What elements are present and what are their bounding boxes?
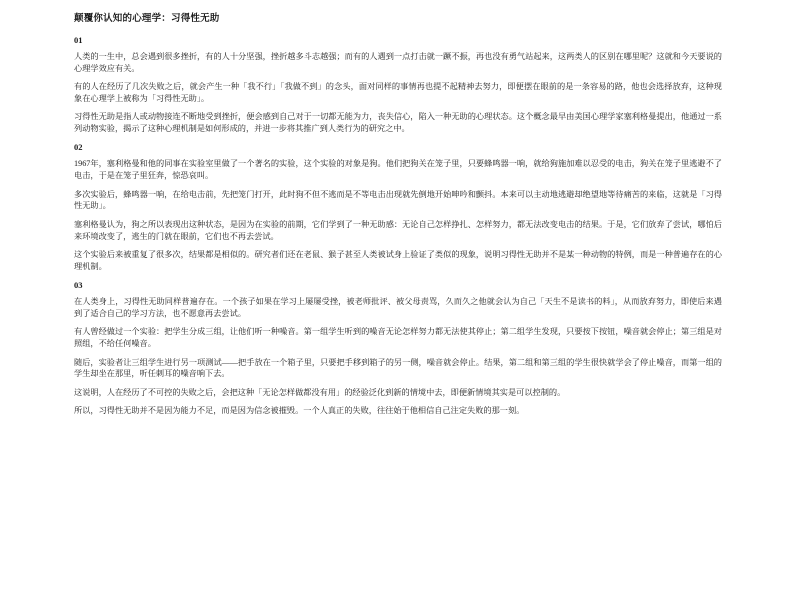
- page-title: 颠覆你认知的心理学：习得性无助: [74, 14, 220, 24]
- paragraph: 习得性无助是指人或动物接连不断地受到挫折，便会感到自己对于一切都无能为力，丧失信心，陷入一种无助的心理状态。这个概念最早由美国心理学家塞利格曼提出，他通过一系列动物实验，揭示了这种心理机制是如何形成的，并进一步将其推广到人类行为的研究之中。: [74, 112, 722, 134]
- paragraph: 1967年，塞利格曼和他的同事在实验室里做了一个著名的实验，这个实验的对象是狗。他们把狗关在笼子里，只要蜂鸣器一响，就给狗施加难以忍受的电击，狗关在笼子里逃避不了电击，于是在笼子里狂奔，惊恐哀叫。: [74, 159, 722, 181]
- paragraph: 有的人在经历了几次失败之后，就会产生一种「我不行」「我做不到」的念头，面对同样的事情再也提不起精神去努力，即便摆在眼前的是一条容易的路，他也会选择放弃，这种现象在心理学上被称为「习得性无助」。: [74, 82, 722, 104]
- paragraph: 在人类身上，习得性无助同样普遍存在。一个孩子如果在学习上屡屡受挫，被老师批评、被父母责骂，久而久之他就会认为自己「天生不是读书的料」，从而放弃努力，即使后来遇到了适合自己的学习方法，也不愿意再去尝试。: [74, 296, 722, 318]
- paragraph: 塞利格曼认为，狗之所以表现出这种状态，是因为在实验的前期，它们学到了一种无助感：无论自己怎样挣扎、怎样努力，都无法改变电击的结果。于是，它们放弃了尝试，哪怕后来环境改变了，逃生的门就在眼前，它们也不再去尝试。: [74, 219, 722, 241]
- paragraph: 这个实验后来被重复了很多次，结果都是相似的。研究者们还在老鼠、猴子甚至人类被试身上验证了类似的现象，说明习得性无助并不是某一种动物的特例，而是一种普遍存在的心理机制。: [74, 250, 722, 272]
- paragraph: 人类的一生中，总会遇到很多挫折，有的人十分坚强，挫折越多斗志越强；而有的人遇到一点打击就一蹶不振，再也没有勇气站起来，这两类人的区别在哪里呢？这就和今天要说的心理学效应有关。: [74, 51, 722, 73]
- paragraph: 所以，习得性无助并不是因为能力不足，而是因为信念被摧毁。一个人真正的失败，往往始于他相信自己注定失败的那一刻。: [74, 406, 525, 416]
- paragraph: 有人曾经做过一个实验：把学生分成三组，让他们听一种噪音。第一组学生听到的噪音无论怎样努力都无法使其停止；第二组学生发现，只要按下按钮，噪音就会停止；第三组是对照组，不给任何噪音。: [74, 327, 722, 349]
- section-heading-2: 03: [74, 279, 83, 290]
- section-heading-0: 01: [74, 34, 83, 45]
- paragraph: 这说明，人在经历了不可控的失败之后，会把这种「无论怎样做都没有用」的经验泛化到新的情境中去，即便新情境其实是可以控制的。: [74, 387, 566, 397]
- paragraph: 随后，实验者让三组学生进行另一项测试——把手放在一个箱子里，只要把手移到箱子的另一侧，噪音就会停止。结果，第二组和第三组的学生很快就学会了停止噪音，而第一组的学生却坐在那里，听任刺耳的噪音响下去。: [74, 357, 722, 379]
- section-heading-1: 02: [74, 142, 83, 153]
- paragraph: 多次实验后，蜂鸣器一响，在给电击前，先把笼门打开，此时狗不但不逃而是不等电击出现就先倒地开始呻吟和颤抖。本来可以主动地逃避却绝望地等待痛苦的来临，这就是「习得性无助」。: [74, 189, 722, 211]
